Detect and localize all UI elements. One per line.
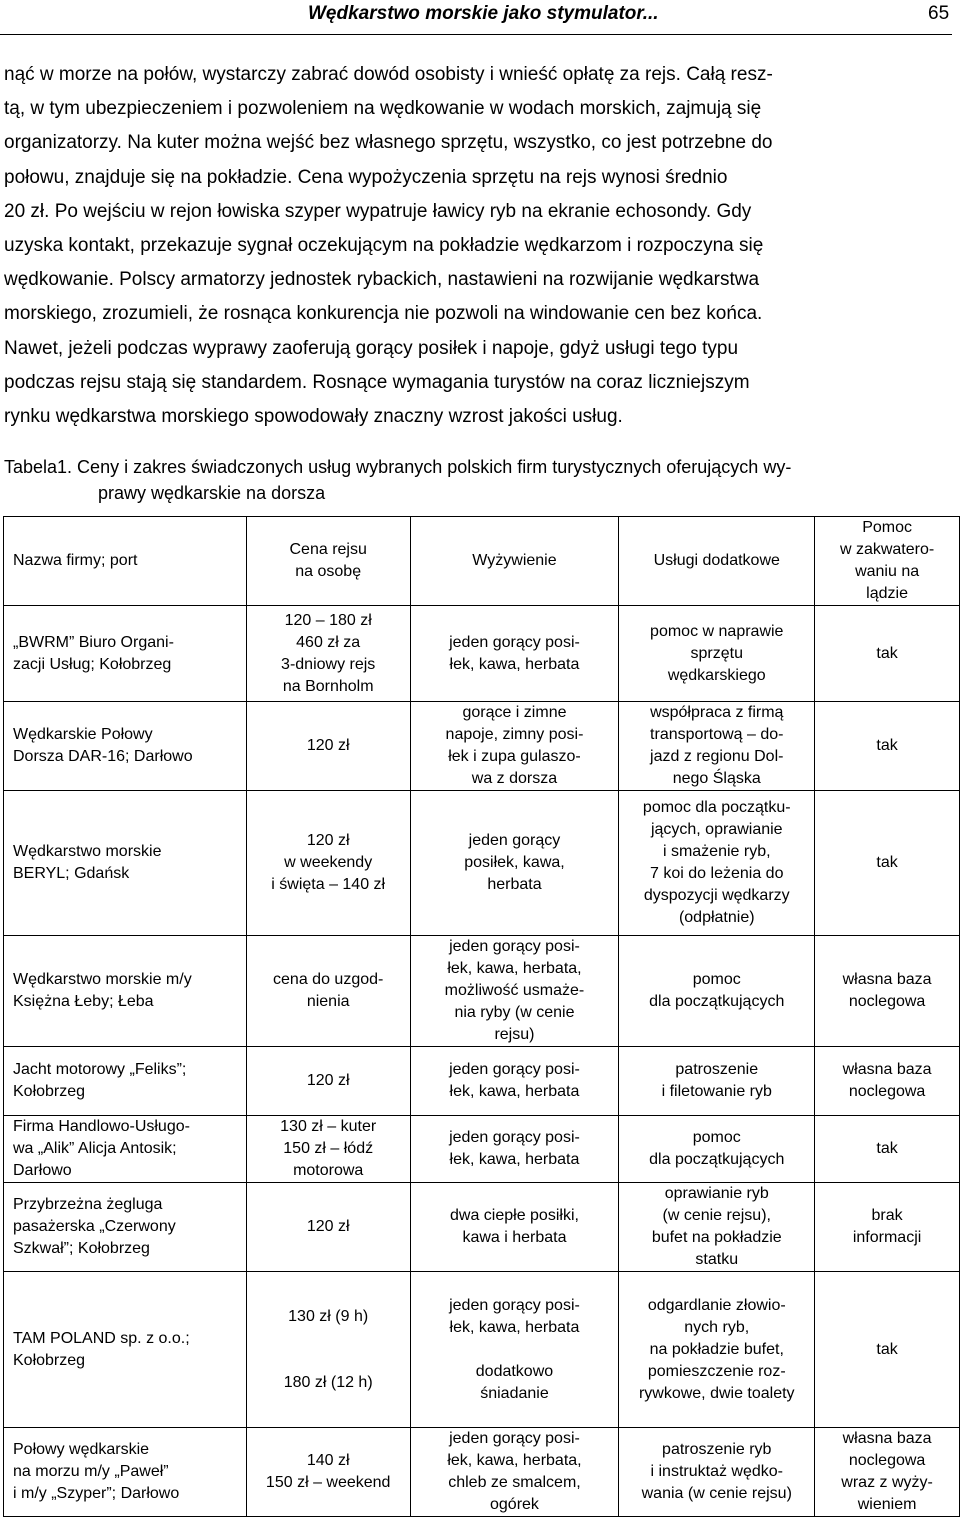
cell-line: 150 zł – weekend — [265, 1474, 391, 1491]
body-line: połowu, znajduje się na pokładzie. Cena wypożyczenia sprzętu na rejs wynosi średnio — [4, 166, 728, 188]
cell-price — [246, 1047, 410, 1116]
cell-line: 120 zł — [306, 1072, 350, 1089]
cell-accommodation-help — [815, 702, 960, 791]
cell-line: tak — [876, 854, 898, 871]
cell-line: Cena rejsu — [289, 541, 367, 558]
cell-extra-services — [619, 1272, 815, 1428]
cell-line: herbata — [487, 876, 542, 893]
cell-line: własna baza — [842, 971, 932, 988]
header-cell-catering — [410, 517, 619, 606]
cell-line: i m/y „Szyper”; Darłowo — [13, 1485, 180, 1502]
cell-line: tak — [876, 1340, 898, 1358]
cell-line: pomoc — [692, 1129, 741, 1146]
cell-line: dla początkujących — [649, 993, 785, 1010]
cell-catering — [410, 606, 619, 702]
cell-line: „BWRM” Biuro Organi- — [13, 633, 174, 651]
cell-line: nych ryb, — [684, 1318, 750, 1336]
cell-line: jeden gorący posi- — [449, 1296, 580, 1314]
cell-line: 3-dniowy rejs — [281, 655, 376, 673]
cell-line: brak — [871, 1207, 903, 1224]
cell-line: bufet na pokładzie — [651, 1229, 782, 1246]
table-caption — [4, 454, 791, 506]
cell-line: statku — [695, 1251, 739, 1268]
cell-line: wędkarskiego — [667, 666, 766, 684]
table-row — [4, 791, 960, 936]
cell-price — [246, 936, 410, 1047]
cell-line: Szkwał”; Kołobrzeg — [13, 1240, 150, 1257]
body-line: organizatorzy. Na kuter można wejść bez własnego sprzętu, wszystko, co jest potrzebne do — [4, 132, 773, 154]
cell-line: nia ryby (w cenie — [454, 1004, 575, 1021]
cell-line: Darłowo — [13, 1162, 72, 1179]
cell-catering — [410, 936, 619, 1047]
cell-line: posiłek, kawa, — [464, 854, 565, 871]
table-header — [4, 517, 960, 606]
cell-line: oprawianie ryb — [664, 1185, 769, 1202]
cell-accommodation-help — [815, 1183, 960, 1272]
body-line: 20 zł. Po wejściu w rejon łowiska szyper wypatruje ławicy ryb na ekranie echosondy. Gdy — [4, 200, 752, 222]
header-title: Wędkarstwo morskie jako stymulator... — [308, 3, 659, 24]
header-cell-extra-services — [619, 517, 815, 606]
cell-price — [246, 606, 410, 702]
cell-line: jeden gorący posi- — [449, 1129, 580, 1146]
cell-price — [246, 702, 410, 791]
header-cell-accommodation-help — [815, 517, 960, 606]
cell-line: łek, kawa, herbata — [449, 655, 580, 673]
cell-line: Dorsza DAR-16; Darłowo — [13, 748, 193, 765]
cell-extra-services — [619, 1116, 815, 1183]
cell-line: pomoc w naprawie — [650, 622, 784, 640]
cell-line: ogórek — [490, 1496, 539, 1513]
cell-extra-services — [619, 1047, 815, 1116]
cell-company — [4, 702, 247, 791]
cell-line: na osobę — [295, 563, 362, 580]
cell-catering — [410, 1047, 619, 1116]
cell-line: pomieszczenie roz- — [647, 1362, 786, 1380]
cell-accommodation-help — [815, 936, 960, 1047]
cell-accommodation-help — [815, 1116, 960, 1183]
cell-line: na pokładzie bufet, — [649, 1340, 784, 1358]
cell-line: Nazwa firmy; port — [13, 552, 138, 569]
cell-line: tak — [876, 1140, 898, 1157]
cell-line: Wędkarstwo morskie m/y — [13, 971, 192, 988]
table-row — [4, 936, 960, 1047]
cell-company — [4, 1116, 247, 1183]
cell-line: dyspozycji wędkarzy — [643, 887, 790, 904]
cell-company — [4, 1428, 247, 1517]
body-line: podczas rejsu stają się standardem. Rosnące wymagania turystów na coraz liczniejszym — [4, 371, 750, 393]
cell-extra-services — [619, 702, 815, 791]
table-row — [4, 1183, 960, 1272]
cell-line: 460 zł za — [296, 633, 361, 651]
cell-company — [4, 1047, 247, 1116]
cell-extra-services — [619, 606, 815, 702]
header-cell-company — [4, 517, 247, 606]
cell-line: Pomoc — [862, 519, 912, 536]
cell-line: Kołobrzeg — [13, 1083, 86, 1100]
cell-line: w weekendy — [284, 854, 373, 871]
table-row — [4, 1116, 960, 1183]
cell-line: Wyżywienie — [472, 552, 557, 569]
cell-line: wa z dorsza — [471, 770, 558, 787]
cell-line: informacji — [852, 1229, 922, 1246]
table-row — [4, 1047, 960, 1116]
cell-catering — [410, 702, 619, 791]
cell-company — [4, 1183, 247, 1272]
header-row — [4, 517, 960, 606]
cell-line: i filetowanie ryb — [661, 1083, 772, 1100]
cell-line: patroszenie — [675, 1061, 759, 1078]
cell-line — [249, 1350, 408, 1372]
table-row — [4, 606, 960, 702]
body-line: wędkowanie. Polscy armatorzy jednostek rybackich, nastawieni na rozwijanie wędkarstwa — [4, 269, 760, 291]
cell-line: łek, kawa, herbata — [449, 1318, 580, 1336]
cell-line: (w cenie rejsu), — [662, 1207, 771, 1224]
cell-catering — [410, 791, 619, 936]
cell-line: współpraca z firmą — [650, 704, 784, 721]
cell-line: Połowy wędkarskie — [13, 1441, 150, 1458]
cell-line: łek, kawa, herbata — [449, 1083, 580, 1100]
cell-company — [4, 1272, 247, 1428]
cell-line: Usługi dodatkowe — [653, 552, 780, 569]
cell-line: łek, kawa, herbata, — [447, 1452, 582, 1469]
body-line: rynku wędkarstwa morskiego spowodowały znaczny wzrost jakości usług. — [4, 406, 623, 428]
cell-line: 120 zł — [306, 737, 350, 754]
page-number: 65 — [928, 3, 950, 24]
cell-line: jazd z regionu Dol- — [650, 748, 784, 765]
cell-line: wa „Alik” Alicja Antosik; — [13, 1140, 177, 1157]
cell-line: nienia — [306, 993, 350, 1010]
cell-accommodation-help — [815, 1047, 960, 1116]
cell-line: rejsu) — [494, 1026, 535, 1043]
cell-line: 150 zł – łódź — [283, 1140, 374, 1157]
cell-line: chleb ze smalcem, — [448, 1474, 581, 1491]
cell-line: łek, kawa, herbata — [449, 1151, 580, 1168]
cell-price — [246, 1428, 410, 1517]
cell-line: Kołobrzeg — [13, 1351, 86, 1369]
cell-extra-services — [619, 791, 815, 936]
cell-line: wieniem — [857, 1496, 917, 1513]
cell-accommodation-help — [815, 606, 960, 702]
body-line: Nawet, jeżeli podczas wyprawy zaoferują gorący posiłek i napoje, gdyż usługi tego typu — [4, 337, 739, 359]
cell-line: dwa ciepłe posiłki, — [449, 1207, 579, 1224]
table-row — [4, 702, 960, 791]
cell-line: jeden gorący — [468, 832, 561, 849]
cell-line: łek, kawa, herbata, — [447, 960, 582, 977]
table-row — [4, 1272, 960, 1428]
cell-line: pomoc dla początku- — [642, 799, 791, 816]
cell-line: tak — [876, 644, 898, 662]
body-line: morskiego, zrozumieli, że rosnąca konkurencja nie pozwoli na windowanie cen bez końca. — [4, 303, 763, 325]
cell-line: napoje, zimny posi- — [445, 726, 584, 743]
cell-line: 120 zł — [306, 1218, 350, 1235]
cell-line: lądzie — [866, 585, 908, 602]
cell-line: jeden gorący posi- — [449, 938, 580, 955]
body-paragraph — [4, 58, 960, 434]
cell-line: 180 zł (12 h) — [283, 1373, 373, 1391]
body-line: tą, w tym ubezpieczeniem i pozwoleniem na wędkowanie w wodach morskich, zajmują się — [4, 98, 762, 120]
cell-line: wraz z wyży- — [841, 1474, 933, 1491]
cell-line: waniu na — [855, 563, 920, 580]
table-body — [4, 606, 960, 1517]
cell-line: w zakwatero- — [839, 541, 935, 558]
cell-line: wania (w cenie rejsu) — [641, 1485, 792, 1502]
cell-line: śniadanie — [480, 1384, 549, 1402]
cell-line: własna baza — [842, 1061, 932, 1078]
cell-line: pasażerska „Czerwony — [13, 1218, 176, 1235]
cell-line — [249, 1328, 408, 1350]
cell-line: 140 zł — [306, 1452, 350, 1469]
cell-line: 120 zł — [306, 832, 350, 849]
cell-line: cena do uzgod- — [273, 971, 384, 988]
cell-line: łek i zupa gulaszo- — [448, 748, 581, 765]
cell-line: noclegowa — [848, 1083, 926, 1100]
cell-catering — [410, 1183, 619, 1272]
caption-line: prawy wędkarskie na dorsza — [98, 483, 326, 503]
cell-extra-services — [619, 1428, 815, 1517]
cell-company — [4, 936, 247, 1047]
cell-line: motorowa — [293, 1162, 364, 1179]
cell-line: Jacht motorowy „Feliks”; — [13, 1061, 187, 1078]
cell-line: i święta – 140 zł — [271, 876, 386, 893]
cell-line: i smażenie ryb, — [662, 843, 771, 860]
cell-line: możliwość usmaże- — [444, 982, 585, 999]
cell-extra-services — [619, 936, 815, 1047]
offers-table — [3, 516, 960, 1517]
cell-line: własna baza — [842, 1430, 932, 1447]
body-line: uzyska kontakt, przekazuje sygnał oczekującym na pokładzie wędkarzom i rozpoczyna się — [4, 235, 764, 257]
cell-line: tak — [876, 737, 898, 754]
caption-line: Tabela1. Ceny i zakres świadczonych usług wybranych polskich firm turystycznych oferujących wy- — [4, 457, 792, 477]
cell-line: i instruktaż wędko- — [650, 1463, 783, 1480]
cell-line: na morzu m/y „Paweł” — [13, 1463, 169, 1480]
cell-line: jących, oprawianie — [650, 821, 783, 838]
cell-line — [413, 1339, 617, 1361]
cell-line: Wędkarskie Połowy — [13, 726, 153, 743]
cell-line: jeden gorący posi- — [449, 633, 580, 651]
cell-line: gorące i zimne — [462, 704, 567, 721]
table-row — [4, 1428, 960, 1517]
cell-line: dodatkowo — [475, 1362, 554, 1380]
cell-line: kawa i herbata — [462, 1229, 567, 1246]
cell-line: 7 koi do leżenia do — [650, 865, 784, 882]
cell-line: Wędkarstwo morskie — [13, 843, 162, 860]
cell-accommodation-help — [815, 1272, 960, 1428]
cell-line: pomoc — [692, 971, 741, 988]
cell-line: sprzętu — [690, 644, 743, 662]
cell-line: noclegowa — [848, 1452, 926, 1469]
body-line: nąć w morze na połów, wystarczy zabrać dowód osobisty i wnieść opłatę za rejs. Całą resz- — [4, 64, 773, 85]
cell-line: TAM POLAND sp. z o.o.; — [13, 1329, 190, 1347]
cell-company — [4, 791, 247, 936]
cell-line: (odpłatnie) — [678, 909, 755, 926]
cell-line: patroszenie ryb — [662, 1441, 772, 1458]
cell-line: Firma Handlowo-Usługo- — [13, 1118, 190, 1135]
cell-line: 130 zł – kuter — [280, 1118, 377, 1135]
cell-line: na Bornholm — [282, 677, 374, 695]
cell-price — [246, 1183, 410, 1272]
cell-line: noclegowa — [848, 993, 926, 1010]
cell-extra-services — [619, 1183, 815, 1272]
cell-line: rywkowe, dwie toalety — [638, 1384, 795, 1402]
cell-line: jeden gorący posi- — [449, 1430, 580, 1447]
cell-catering — [410, 1116, 619, 1183]
cell-catering — [410, 1272, 619, 1428]
cell-accommodation-help — [815, 791, 960, 936]
cell-catering — [410, 1428, 619, 1517]
cell-line: jeden gorący posi- — [449, 1061, 580, 1078]
cell-accommodation-help — [815, 1428, 960, 1517]
cell-price — [246, 791, 410, 936]
cell-line: dla początkujących — [649, 1151, 785, 1168]
cell-line: Księżna Łeby; Łeba — [13, 993, 154, 1010]
cell-line: nego Śląska — [672, 770, 761, 787]
cell-line: BERYL; Gdańsk — [13, 865, 130, 882]
cell-line: 120 – 180 zł — [284, 611, 372, 629]
cell-price — [246, 1272, 410, 1428]
cell-price — [246, 1116, 410, 1183]
cell-line: odgardlanie złowio- — [647, 1296, 786, 1314]
running-header — [0, 0, 952, 35]
cell-line: transportową – do- — [650, 726, 784, 743]
cell-line: zacji Usług; Kołobrzeg — [13, 655, 172, 673]
cell-line: 130 zł (9 h) — [288, 1307, 369, 1325]
cell-line: Przybrzeżna żegluga — [13, 1196, 163, 1213]
cell-company — [4, 606, 247, 702]
header-cell-price — [246, 517, 410, 606]
